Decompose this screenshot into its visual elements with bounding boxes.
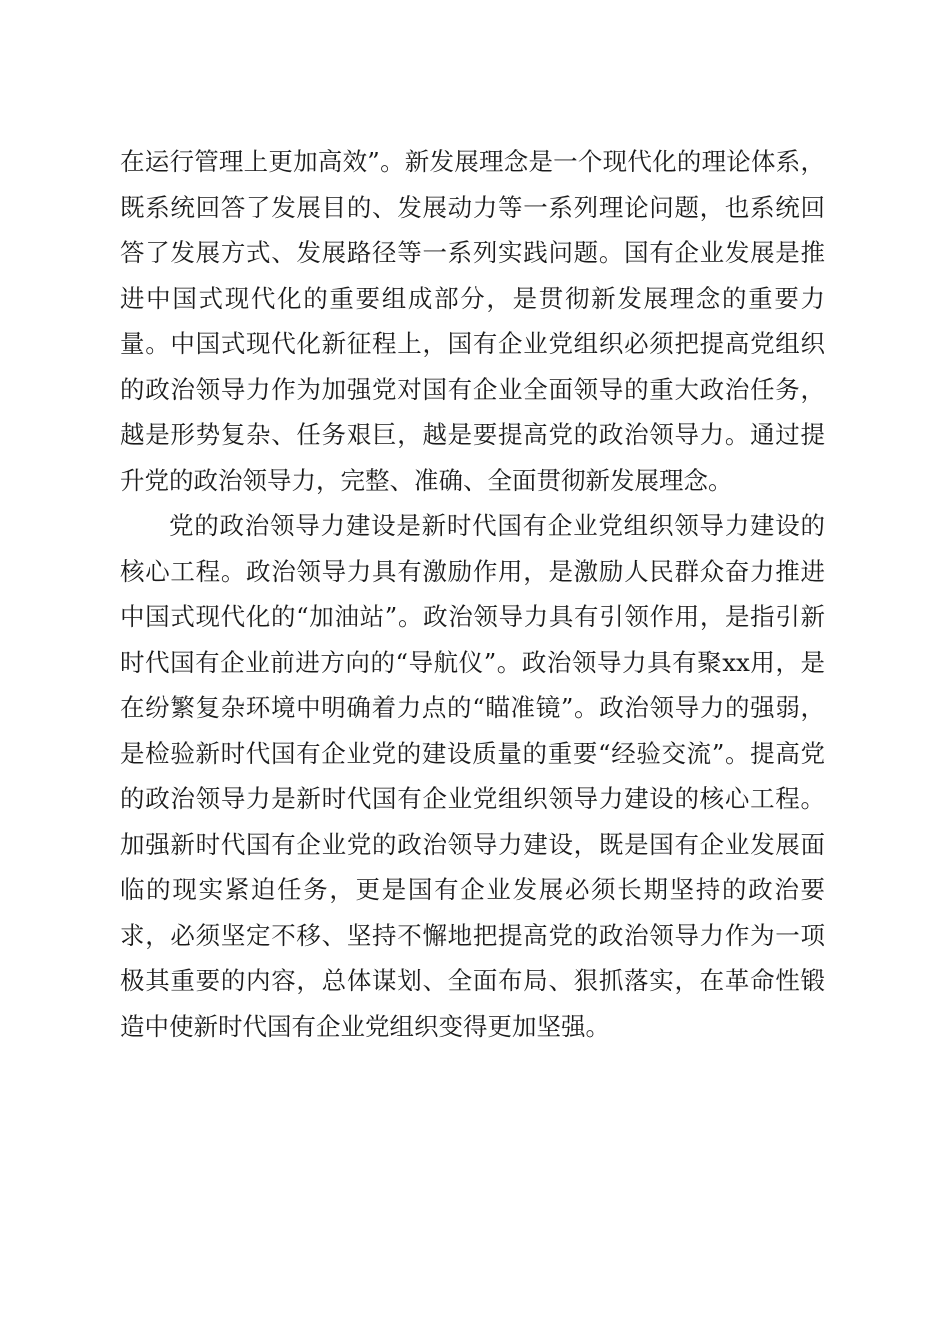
paragraph-core-project: 党的政治领导力建设是新时代国有企业党组织领导力建设的核心工程。政治领导力具有激励作用，是激励人民群众奋力推进中国式现代化的“加油站”。政治领导力具有引领作用，是指引新时代国有企业前进方向的“导航仪”。政治领导力具有聚xx用，是在纷繁复杂环境中明确着力点的“瞄准镜”。政治领导力的强弱，是检验新时代国有企业党的建设质量的重要“经验交流”。提高党的政治领导力是新时代国有企业党组织领导力建设的核心工程。加强新时代国有企业党的政治领导力建设，既是国有企业发展面临的现实紧迫任务，更是国有企业发展必须长期坚持的政治要求，必须坚定不移、坚持不懈地把提高党的政治领导力作为一项极其重要的内容，总体谋划、全面布局、狠抓落实，在革命性锻造中使新时代国有企业党组织变得更加坚强。 <box>120 511 825 1041</box>
paragraph-continuation: 在运行管理上更加高效”。新发展理念是一个现代化的理论体系，既系统回答了发展目的、发展动力等一系列理论问题，也系统回答了发展方式、发展路径等一系列实践问题。国有企业发展是推进中国式现代化的重要组成部分，是贯彻新发展理念的重要力量。中国式现代化新征程上，国有企业党组织必须把提高党组织的政治领导力作为加强党对国有企业全面领导的重大政治任务，越是形势复杂、任务艰巨，越是要提高党的政治领导力。通过提升党的政治领导力，完整、准确、全面贯彻新发展理念。 <box>120 147 825 495</box>
body-text <box>120 139 825 1049</box>
